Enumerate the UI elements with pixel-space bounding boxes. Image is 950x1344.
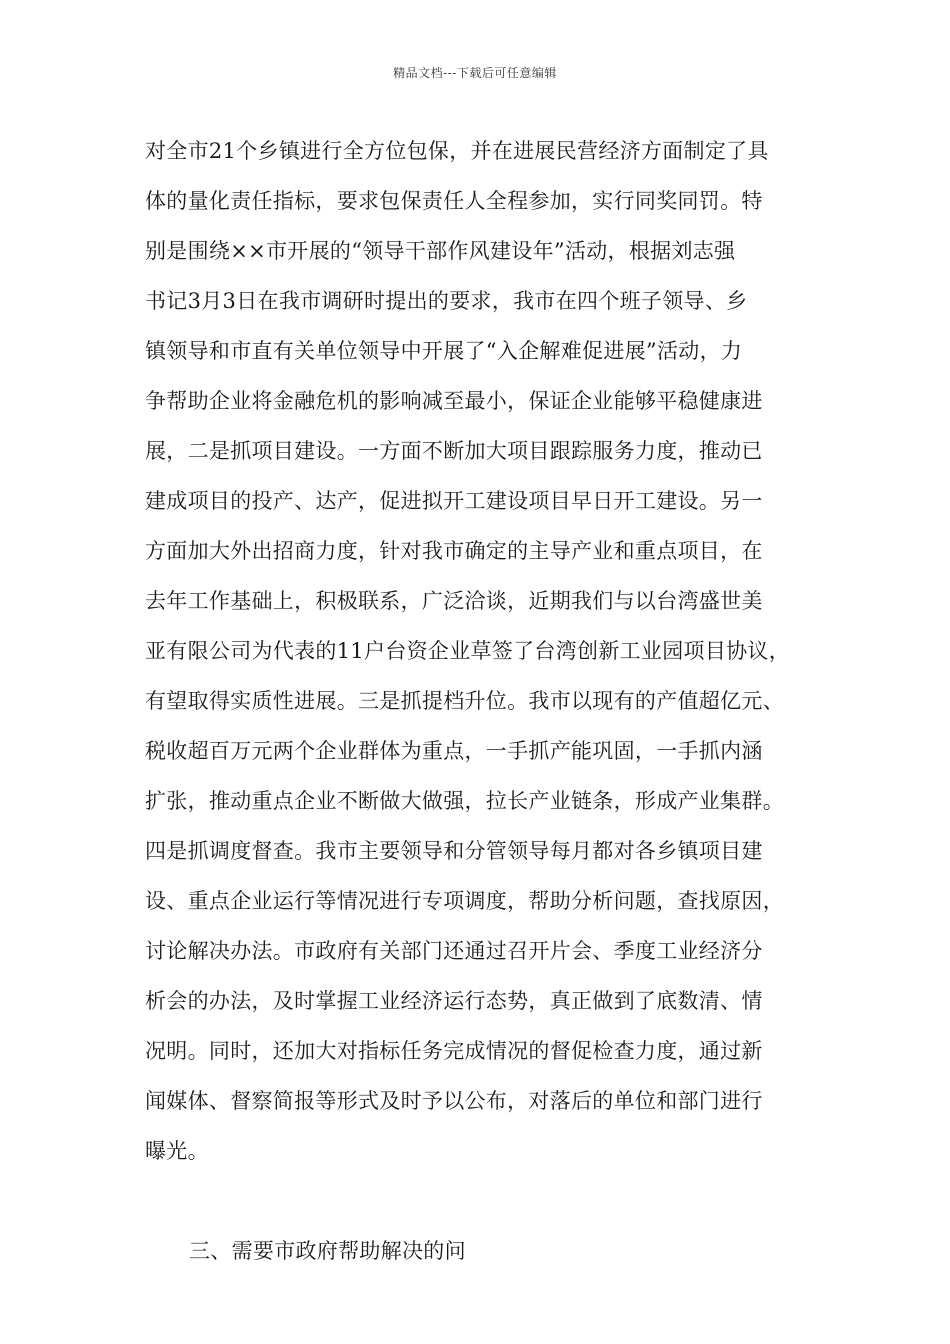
text-line: 书记3月3日在我市调研时提出的要求，我市在四个班子领导、乡 [145,289,748,313]
text-line: 扩张，推动重点企业不断做大做强，拉长产业链条，形成产业集群。 [145,789,784,813]
text-line: 镇领导和市直有关单位领导中开展了“入企解难促进展”活动，力 [145,339,743,363]
text-line: 对全市21个乡镇进行全方位包保，并在进展民营经济方面制定了具 [145,139,769,163]
text-line: 讨论解决办法。市政府有关部门还通过召开片会、季度工业经济分 [145,939,763,963]
section-heading: 三、需要市政府帮助解决的问 [189,1239,466,1263]
text-line: 析会的办法，及时掌握工业经济运行态势，真正做到了底数清、情 [145,989,763,1013]
text-line: 闻媒体、督察简报等形式及时予以公布，对落后的单位和部门进行 [145,1089,763,1113]
document-body [145,126,825,1276]
paragraph-gap [145,1176,825,1226]
text-line: 体的量化责任指标，要求包保责任人全程参加，实行同奖同罚。特 [145,189,763,213]
text-line: 方面加大外出招商力度，针对我市确定的主导产业和重点项目，在 [145,539,763,563]
text-line: 别是围绕××市开展的“领导干部作风建设年”活动，根据刘志强 [145,239,736,263]
text-line: 有望取得实质性进展。三是抓提档升位。我市以现有的产值超亿元、 [145,689,784,713]
text-line: 展，二是抓项目建设。一方面不断加大项目跟踪服务力度，推动已 [145,439,763,463]
text-line: 税收超百万元两个企业群体为重点，一手抓产能巩固，一手抓内涵 [145,739,763,763]
text-line: 去年工作基础上，积极联系，广泛洽谈，近期我们与以台湾盛世美 [145,589,763,613]
text-line: 况明。同时，还加大对指标任务完成情况的督促检查力度，通过新 [145,1039,763,1063]
text-line: 建成项目的投产、达产，促进拟开工建设项目早日开工建设。另一 [145,489,763,513]
text-line: 设、重点企业运行等情况进行专项调度，帮助分析问题，查找原因， [145,889,784,913]
text-line: 争帮助企业将金融危机的影响减至最小，保证企业能够平稳健康进 [145,389,763,413]
page-header: 精品文档---下载后可任意编辑 [393,66,557,80]
text-line: 曝光。 [145,1139,209,1163]
text-line: 亚有限公司为代表的11户台资企业草签了台湾创新工业园项目协议， [145,639,791,663]
text-line: 四是抓调度督查。我市主要领导和分管领导每月都对各乡镇项目建 [145,839,763,863]
